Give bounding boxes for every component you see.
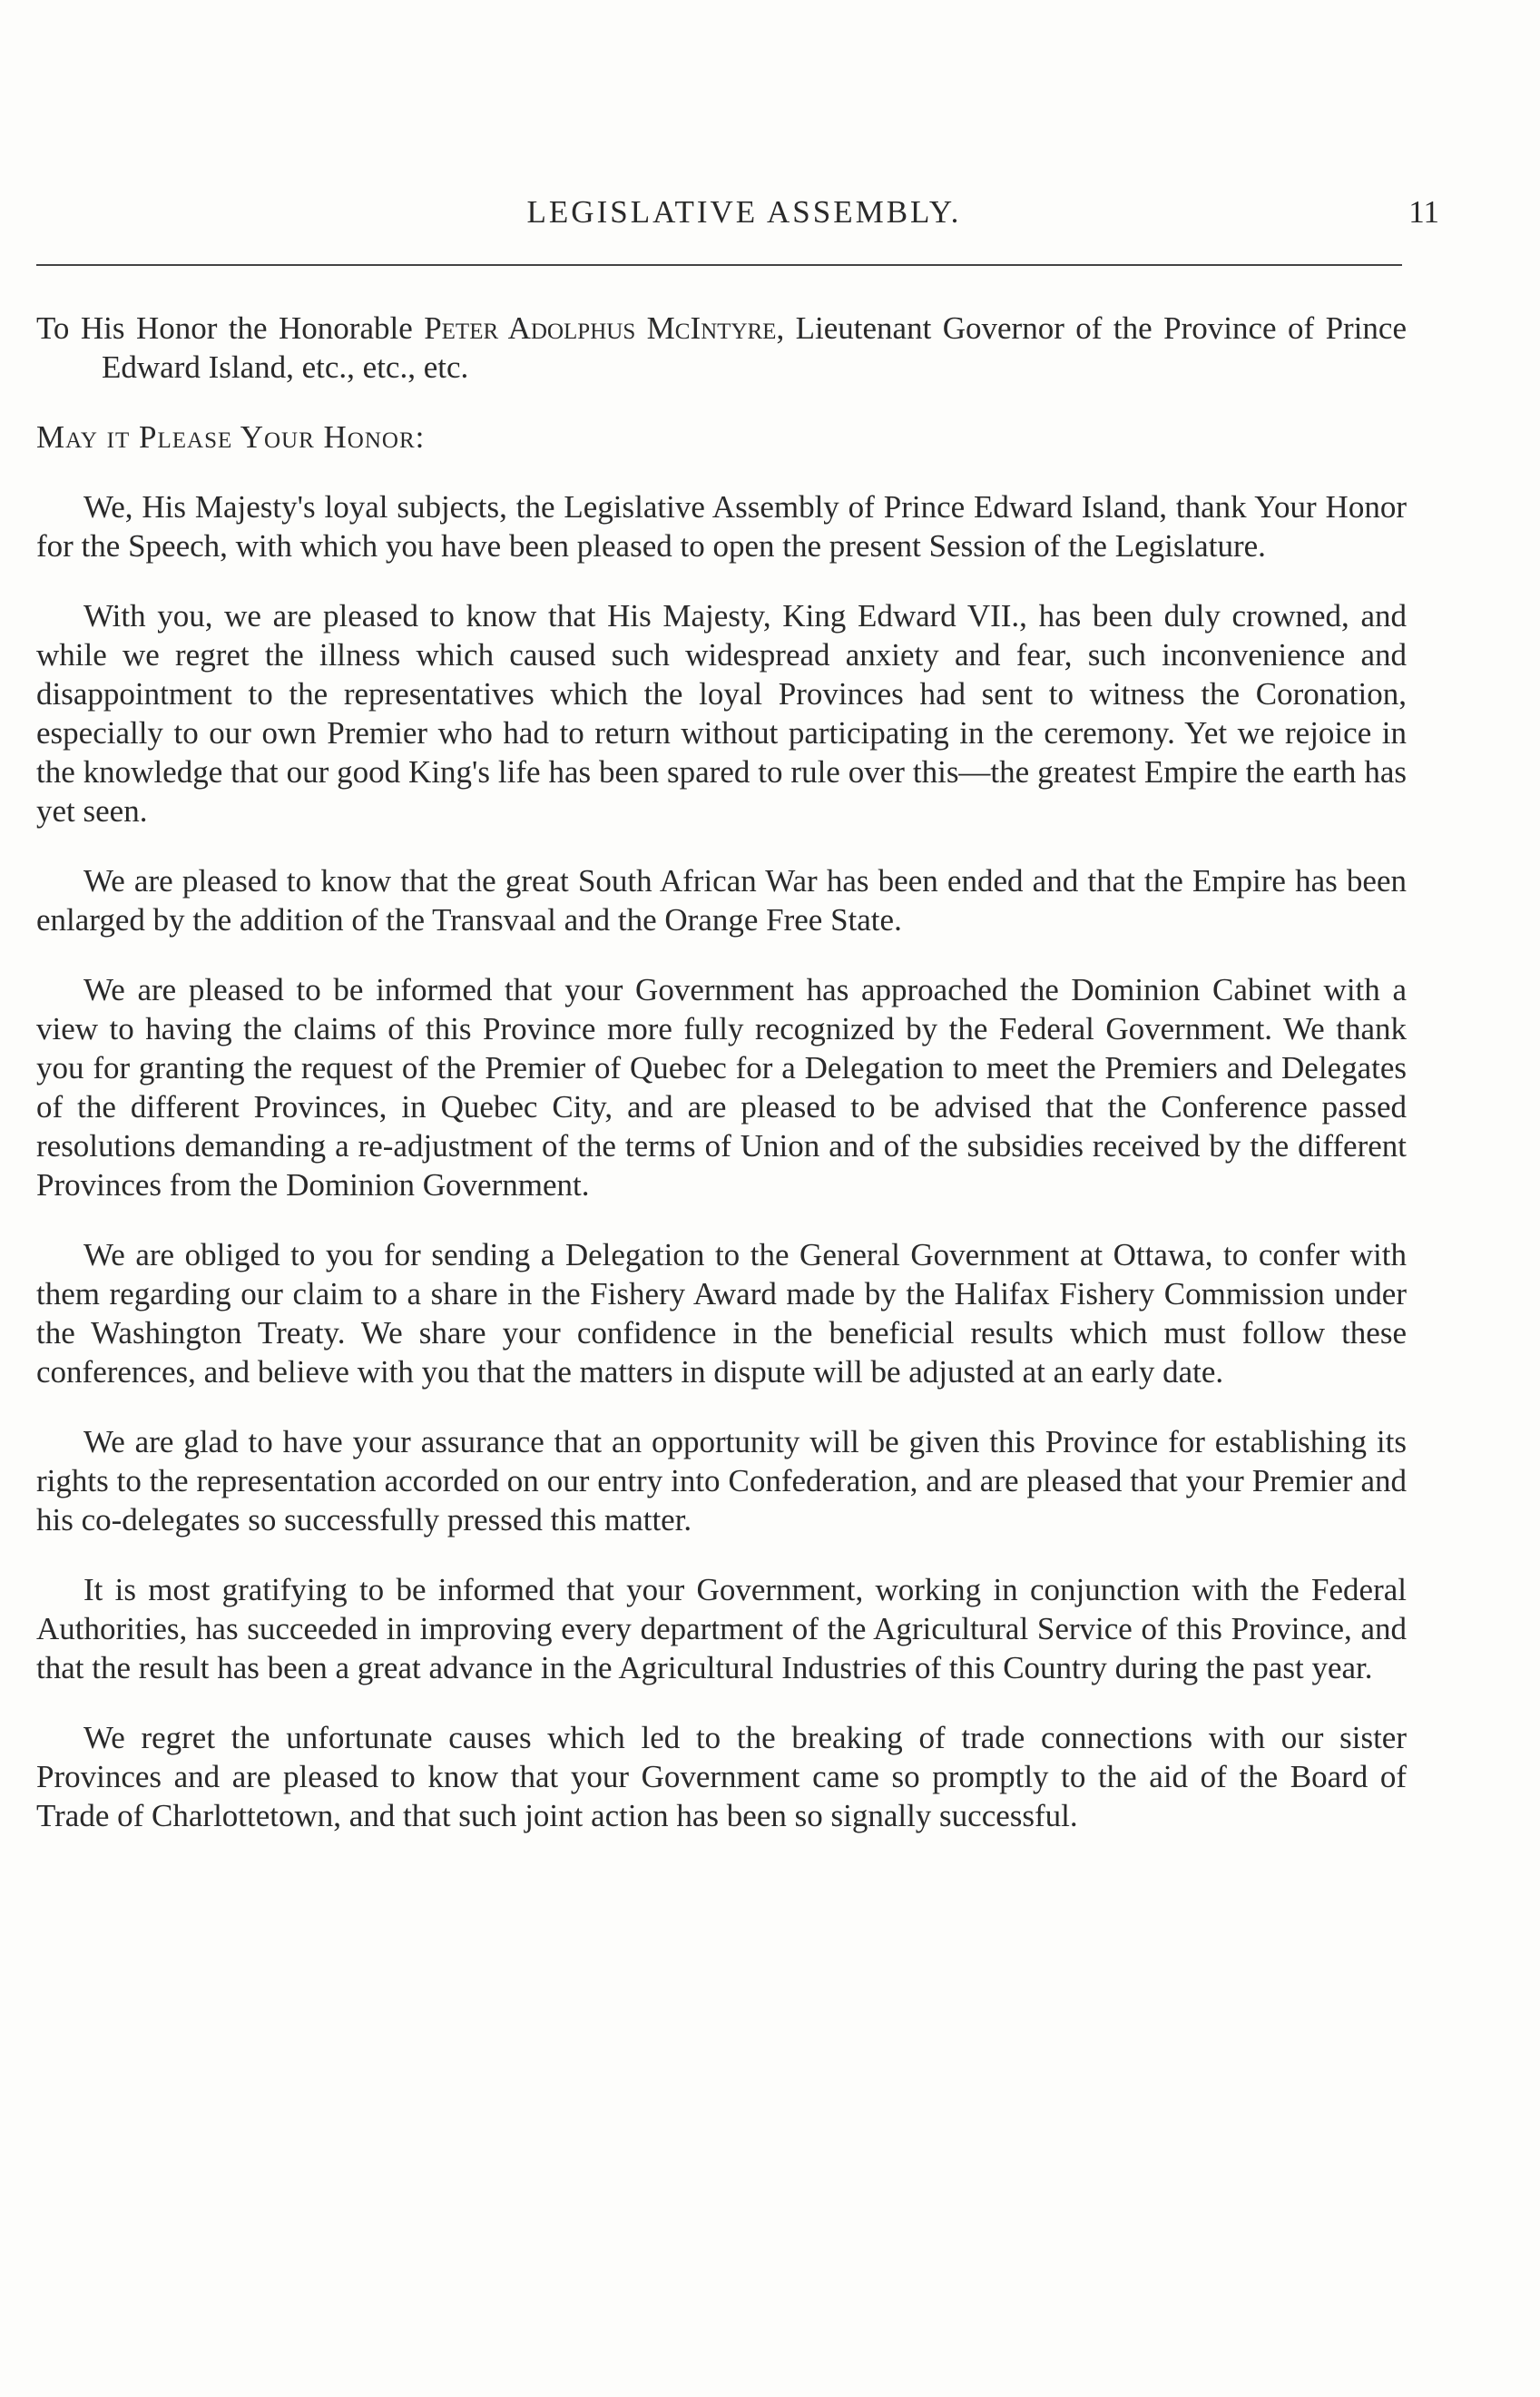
running-title: LEGISLATIVE ASSEMBLY. (526, 194, 962, 230)
address-prefix: To His Honor the Honorable (36, 310, 425, 346)
body-text (36, 309, 1407, 1835)
paragraph-fishery-award: We are obliged to you for sending a Delegation to the General Government at Ottawa, to confer with them regarding our claim to a share in the Fishery Award made by the Halifax Fishery Commission under the Washington Treaty. We share your confidence in the beneficial results which must follow these conferences, and believe with you that the matters in dispute will be adjusted at an early date. (36, 1237, 1407, 1390)
address-paragraph (36, 309, 1407, 387)
address-suffix: , Lieutenant Governor of the Province of Prince Edward Island, etc., etc., etc. (102, 310, 1407, 385)
addressee-name: Peter Adolphus McIntyre (424, 310, 777, 346)
paragraph-south-african-war: We are pleased to know that the great South African War has been ended and that the Empire has been enlarged by the addition of the Transvaal and the Orange Free State. (36, 863, 1407, 938)
paragraph-dominion-cabinet: We are pleased to be informed that your Government has approached the Dominion Cabinet with a view to having the claims of this Province more fully recognized by the Federal Government. We thank you for granting the request of the Premier of Quebec for a Delegation to meet the Premiers and Delegates of the different Provinces, in Quebec City, and are pleased to be advised that the Conference passed resolutions demanding a re-adjustment of the terms of Union and of the subsidies received by the different Provinces from the Dominion Government. (36, 972, 1407, 1203)
paragraph-trade: We regret the unfortunate causes which led to the breaking of trade connections with our sister Provinces and are pleased to know that your Government came so promptly to the aid of the Board of Trade of Charlottetown, and that such joint action has been so signally successful. (36, 1720, 1407, 1833)
page-header (36, 194, 1452, 249)
header-rule (36, 264, 1402, 266)
paragraph-coronation: With you, we are pleased to know that His Majesty, King Edward VII., has been duly crowned, and while we regret the illness which caused such widespread anxiety and fear, such inconvenience and disappointment to the representatives which the loyal Provinces had sent to witness the Coronation, especially to our own Premier who had to return without participating in the ceremony. Yet we rejoice in the knowledge that our good King's life has been spared to rule over this—the greatest Empire the earth has yet seen. (36, 598, 1407, 829)
paragraph-speech-thanks: We, His Majesty's loyal subjects, the Legislative Assembly of Prince Edward Island, thank Your Honor for the Speech, with which you have been pleased to open the present Session of the Legislature. (36, 489, 1407, 564)
paragraph-representation: We are glad to have your assurance that an opportunity will be given this Province for establishing its rights to the representation accorded on our entry into Confederation, and are pleased that your Premier and his co-delegates so successfully pressed this matter. (36, 1424, 1407, 1537)
paragraph-agriculture: It is most gratifying to be informed that your Government, working in conjunction with the Federal Authorities, has succeeded in improving every department of the Agricultural Service of this Province, and that the result has been a great advance in the Agricultural Industries of this Country during the past year. (36, 1572, 1407, 1685)
salutation: May it Please Your Honor: (36, 419, 426, 455)
page-number: 11 (1408, 194, 1439, 230)
